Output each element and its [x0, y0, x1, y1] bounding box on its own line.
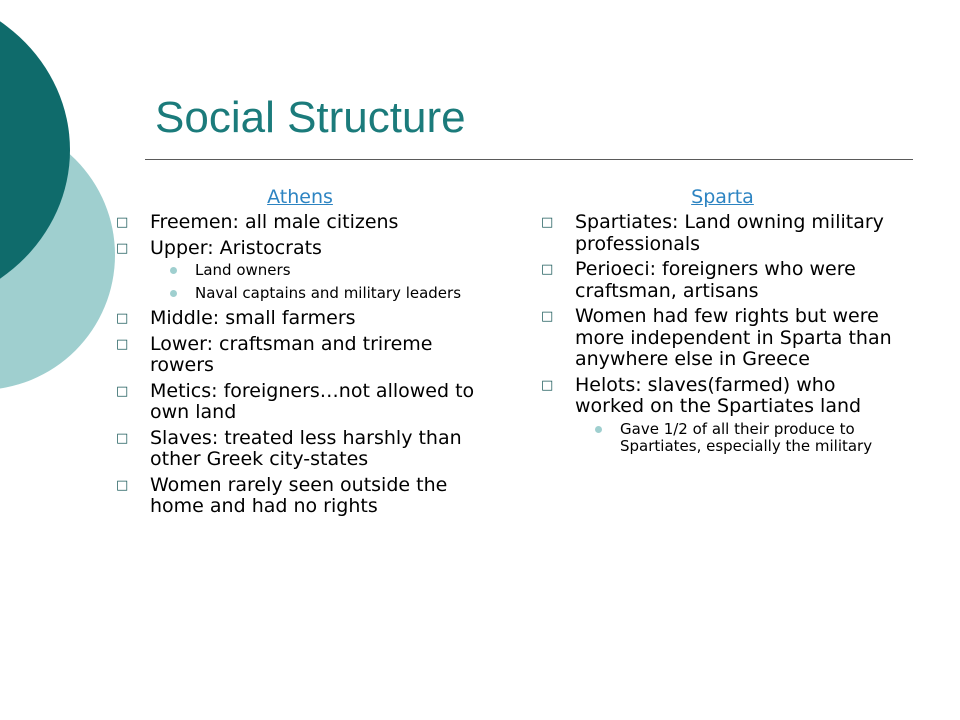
list-item — [115, 381, 485, 424]
list-item — [540, 259, 905, 302]
athens-list — [115, 212, 485, 518]
list-item-text: Freemen: all male citizens — [150, 211, 399, 233]
athens-heading — [115, 185, 485, 209]
sub-list-item — [150, 262, 485, 279]
list-item — [540, 306, 905, 371]
list-item-text: Helots: slaves(farmed) who worked on the Spartiates land — [575, 373, 862, 417]
hollow-square-bullet-icon: □ — [116, 215, 129, 230]
list-item — [115, 475, 485, 518]
sub-list — [150, 262, 485, 302]
sub-list-item-text: Land owners — [195, 261, 291, 279]
sub-list-item-text: Gave 1/2 of all their produce to Spartiates, especially the military — [620, 419, 873, 455]
list-item — [115, 334, 485, 377]
hollow-square-bullet-icon: □ — [116, 383, 129, 399]
sub-list-item — [575, 421, 905, 455]
list-item — [115, 428, 485, 471]
list-item-text: Middle: small farmers — [150, 307, 356, 329]
list-item-text: Upper: Aristocrats — [150, 236, 322, 259]
list-item — [115, 308, 485, 330]
sub-list-item-text: Naval captains and military leaders — [195, 284, 462, 302]
sparta-list — [540, 212, 905, 455]
hollow-square-bullet-icon: □ — [116, 311, 129, 326]
sparta-column — [540, 185, 905, 461]
round-dot-bullet-icon — [170, 290, 177, 297]
sub-list-item — [150, 285, 485, 302]
slide-title: Social Structure — [155, 93, 466, 142]
list-item — [540, 375, 905, 455]
hollow-square-bullet-icon: □ — [541, 309, 554, 324]
list-item-text: Lower: craftsman and trireme rowers — [150, 332, 433, 376]
list-item — [115, 212, 485, 234]
round-dot-bullet-icon — [170, 267, 177, 274]
athens-heading-link[interactable]: Athens — [267, 186, 333, 208]
sparta-heading-link[interactable]: Sparta — [691, 186, 754, 208]
hollow-square-bullet-icon: □ — [116, 430, 129, 446]
hollow-square-bullet-icon: □ — [116, 477, 129, 493]
round-dot-bullet-icon — [595, 426, 602, 433]
athens-column — [115, 185, 485, 522]
hollow-square-bullet-icon: □ — [541, 262, 554, 277]
list-item — [540, 212, 905, 255]
hollow-square-bullet-icon: □ — [541, 215, 554, 230]
sparta-heading — [540, 185, 905, 209]
list-item-text: Metics: foreigners…not allowed to own land — [150, 379, 475, 423]
sub-list — [575, 421, 905, 455]
list-item-text: Spartiates: Land owning military professionals — [575, 211, 884, 255]
list-item-text: Slaves: treated less harshly than other Greek city-states — [150, 426, 462, 470]
hollow-square-bullet-icon: □ — [541, 377, 554, 393]
list-item-text: Women rarely seen outside the home and had no rights — [150, 473, 448, 517]
list-item-text: Perioeci: foreigners who were craftsman, artisans — [575, 258, 856, 302]
title-divider — [145, 159, 913, 160]
list-item-text: Women had few rights but were more independent in Sparta than anywhere else in Greece — [575, 305, 892, 370]
hollow-square-bullet-icon: □ — [116, 336, 129, 352]
list-item — [115, 238, 485, 303]
hollow-square-bullet-icon: □ — [116, 240, 129, 256]
